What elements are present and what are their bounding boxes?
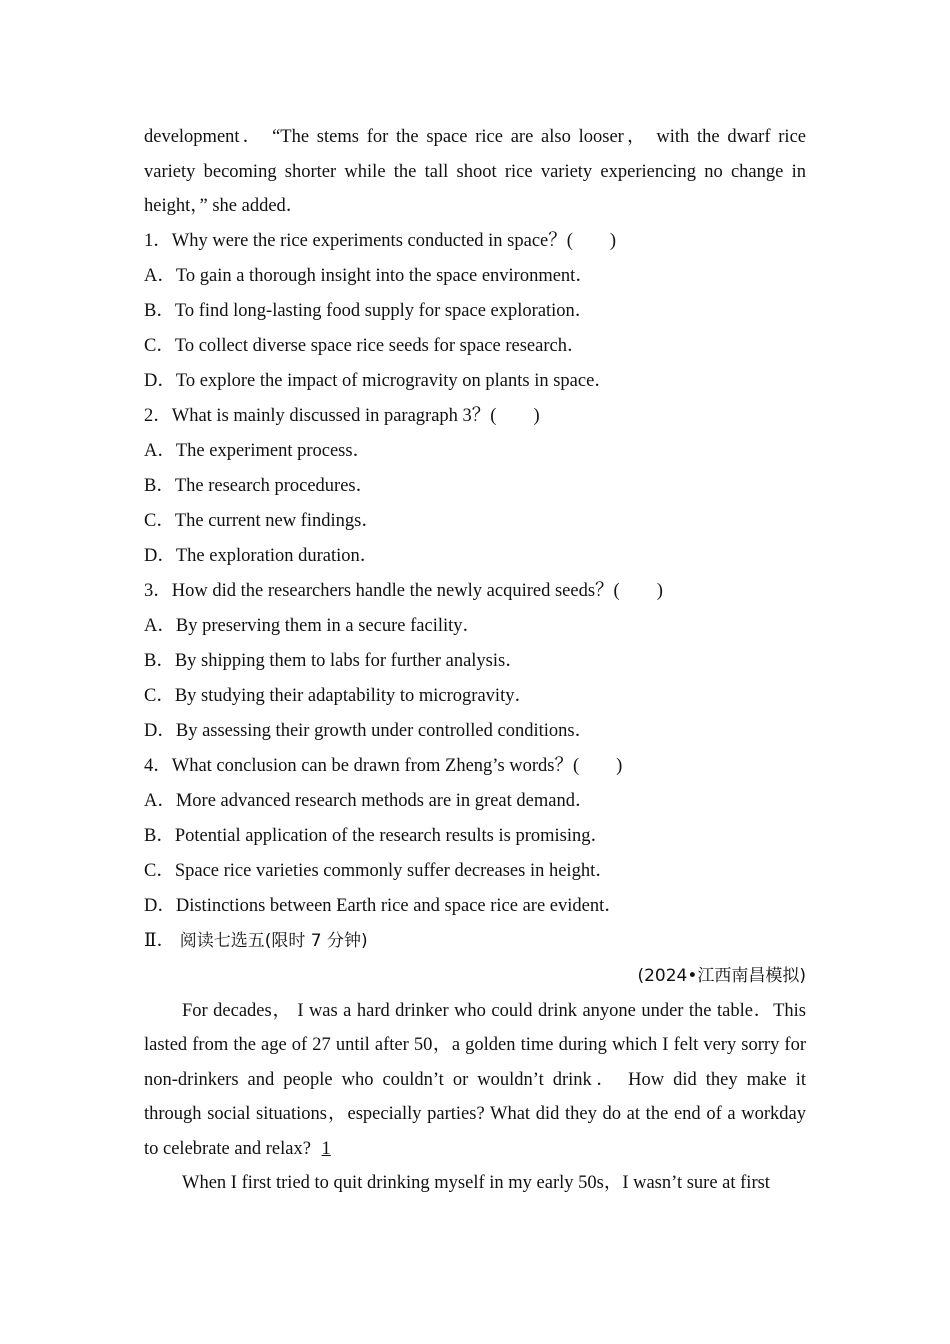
passage-paragraph-1 bbox=[144, 994, 806, 1167]
passage-ending-paragraph: development． “The stems for the space rice are also looser， with the dwarf rice variety becoming shorter while the tall shoot rice variety experiencing no change in height，” she added． bbox=[144, 127, 806, 216]
option-d: D．By assessing their growth under controlled conditions． bbox=[144, 720, 594, 741]
option-c: C．By studying their adaptability to microgravity． bbox=[144, 685, 533, 706]
option-b: B．The research procedures． bbox=[144, 475, 375, 496]
option-d: D．The exploration duration． bbox=[144, 545, 379, 566]
question-stem: 1．Why were the rice experiments conducted in space？( ) bbox=[144, 230, 617, 251]
passage-paragraph-2: When I first tried to quit drinking myself in my early 50s，I wasn’t sure at first bbox=[182, 1173, 770, 1193]
option-c: C．To collect diverse space rice seeds for space research． bbox=[144, 335, 586, 356]
option-b: B．By shipping them to labs for further analysis． bbox=[144, 650, 524, 671]
source-citation bbox=[144, 959, 806, 994]
option-c: C．Space rice varieties commonly suffer decreases in height． bbox=[144, 860, 614, 881]
paragraph-text: For decades， I was a hard drinker who could drink anyone under the table．This lasted from the age of 27 until after 50，a golden time during which I felt very sorry for non-drinkers and people who couldn’t or wouldn’t drink． How did they make it through social situations，especially parties? What did they do at the end of a workday to celebrate and relax? bbox=[144, 1000, 806, 1159]
option-a: A．The experiment process． bbox=[144, 440, 372, 461]
option-b: B．To find long-lasting food supply for space exploration． bbox=[144, 300, 594, 321]
question-3 bbox=[144, 574, 806, 749]
question-1 bbox=[144, 224, 806, 399]
option-b: B．Potential application of the research results is promising． bbox=[144, 825, 609, 846]
section-title: 阅读七选五 bbox=[179, 930, 265, 951]
option-d: D．Distinctions between Earth rice and space rice are evident． bbox=[144, 895, 623, 916]
option-d: D．To explore the impact of microgravity on plants in space． bbox=[144, 370, 613, 391]
source-text: (2024•江西南昌模拟) bbox=[637, 965, 806, 986]
option-a: A．To gain a thorough insight into the space environment． bbox=[144, 265, 594, 286]
document-page bbox=[144, 120, 806, 1201]
question-stem: 2．What is mainly discussed in paragraph 3？( ) bbox=[144, 405, 540, 426]
question-stem: 3．How did the researchers handle the newly acquired seeds？( ) bbox=[144, 580, 663, 601]
option-a: A．More advanced research methods are in great demand． bbox=[144, 790, 594, 811]
question-4 bbox=[144, 749, 806, 924]
blank-1: 1 bbox=[321, 1138, 331, 1159]
section-number: Ⅱ． bbox=[144, 930, 176, 951]
option-a: A．By preserving them in a secure facility． bbox=[144, 615, 482, 636]
option-c: C．The current new findings． bbox=[144, 510, 380, 531]
question-stem: 4．What conclusion can be drawn from Zheng’s words？( ) bbox=[144, 755, 623, 776]
question-2 bbox=[144, 399, 806, 574]
section-heading bbox=[144, 924, 806, 959]
section-time-limit: (限时 7 分钟) bbox=[264, 930, 368, 951]
